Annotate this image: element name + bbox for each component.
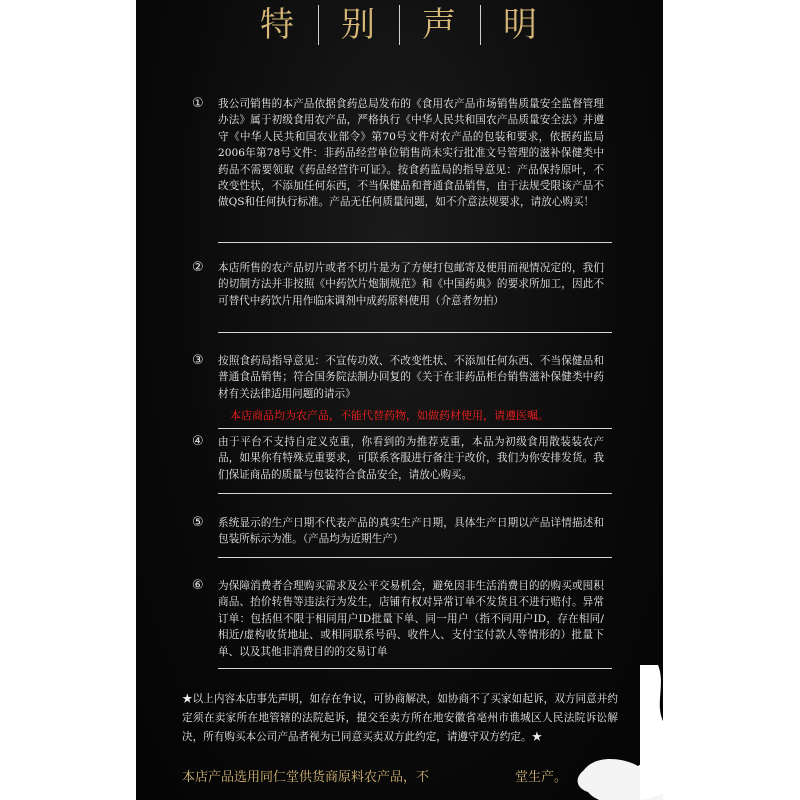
section-divider xyxy=(218,557,612,558)
statement-panel xyxy=(136,0,663,800)
header-char-1: 特 xyxy=(260,5,296,45)
gold-notice xyxy=(182,768,642,788)
section-divider xyxy=(218,493,612,494)
section-number: ③ xyxy=(192,353,204,368)
section-text: 系统显示的生产日期不代表产品的真实生产日期，具体生产日期以产品详情描述和包装所标示为准。（产品均为近期生产） xyxy=(218,517,604,546)
section-text: 由于平台不支持自定义克重，你看到的为推荐克重，本品为初级食用散装装农产品，如果你有特殊克重要求，可联系客服进行备注于改价，我们为你安排发货。我们保证商品的质量与包装符合食品安全，请放心购买。 xyxy=(218,436,604,481)
gold-notice-end: 堂生产。 xyxy=(515,770,568,785)
section-divider xyxy=(218,332,612,333)
header-char-2: 别 xyxy=(341,5,377,45)
section-text: 按照食药局指导意见：不宣传功效、不改变性状、不添加任何东西、不当保健品和普通食品销售；符合国务院法制办回复的《关于在非药品柜台销售滋补保健类中药材有关法律适用问题的请示》 xyxy=(218,355,604,400)
gold-notice-start: 本店产品选用同仁堂供货商原料农产品，不 xyxy=(182,770,430,785)
statement-header xyxy=(136,0,663,50)
section-number: ⑥ xyxy=(192,578,204,593)
header-char-3: 声 xyxy=(422,5,458,45)
header-char-4: 明 xyxy=(503,5,539,45)
section-divider xyxy=(218,668,612,669)
section-number: ④ xyxy=(192,434,204,449)
footer-note: ★以上内容本店事先声明，如存在争议，可协商解决，如协商不了买家如起诉，双方同意并约定须在卖家所在地管辖的法院起诉，提交至卖方所在地安徽省亳州市谯城区人民法院诉讼解决，所有购买本公司产品者视为已同意买卖双方此约定，请遵守双方约定。★ xyxy=(182,693,618,743)
section-text: 本店所售的农产品切片或者不切片是为了方便打包邮寄及使用而视情况定的，我们的切制方法并非按照《中药饮片炮制规范》和《中国药典》的要求所加工，因此不可替代中药饮片用作临床调剂中成药原料使用（介意者勿拍） xyxy=(218,262,604,307)
section-divider xyxy=(218,242,612,243)
section-text: 我公司销售的本产品依据食药总局发布的《食用农产品市场销售质量安全监督管理办法》属于初级食用农产品，严格执行《中华人民共和国农产品质量安全法》并遵守《中华人民共和国农业部令》第70号文件对农产品的包装和要求，依据药监局2006年第78号文件：非药品经营单位销售尚未实行批准文号管理的滋补保健类中药品不需要领取《药品经营许可证》。按食药监局的指导意见：产品保持原叶，不改变性状，不添加任何东西，不当保健品和普通食品销售，由于法规受限该产品不做QS和任何执行标准。产品无任何质量问题，如不介意法规要求，请放心购买！ xyxy=(218,98,604,209)
section-number: ① xyxy=(192,96,204,111)
section-number: ⑤ xyxy=(192,515,204,530)
warning-notice: 本店商品均为农产品，不能代替药物，如做药材使用，请遵医嘱。 xyxy=(230,409,549,422)
section-number: ② xyxy=(192,260,204,275)
section-divider xyxy=(218,428,612,429)
section-text: 为保障消费者合理购买需求及公平交易机会，避免因非生活消费目的的购买或囤积商品、抬价转售等违法行为发生，店铺有权对异常订单不发货且不进行赔付。异常订单：包括但不限于相同用户ID批量下单、同一用户（指不同用户ID，存在相同/相近/虚构收货地址、或相同联系号码、收件人、支付宝付款人等情形的）批量下单、以及其他非消费目的的交易订单 xyxy=(218,580,604,658)
